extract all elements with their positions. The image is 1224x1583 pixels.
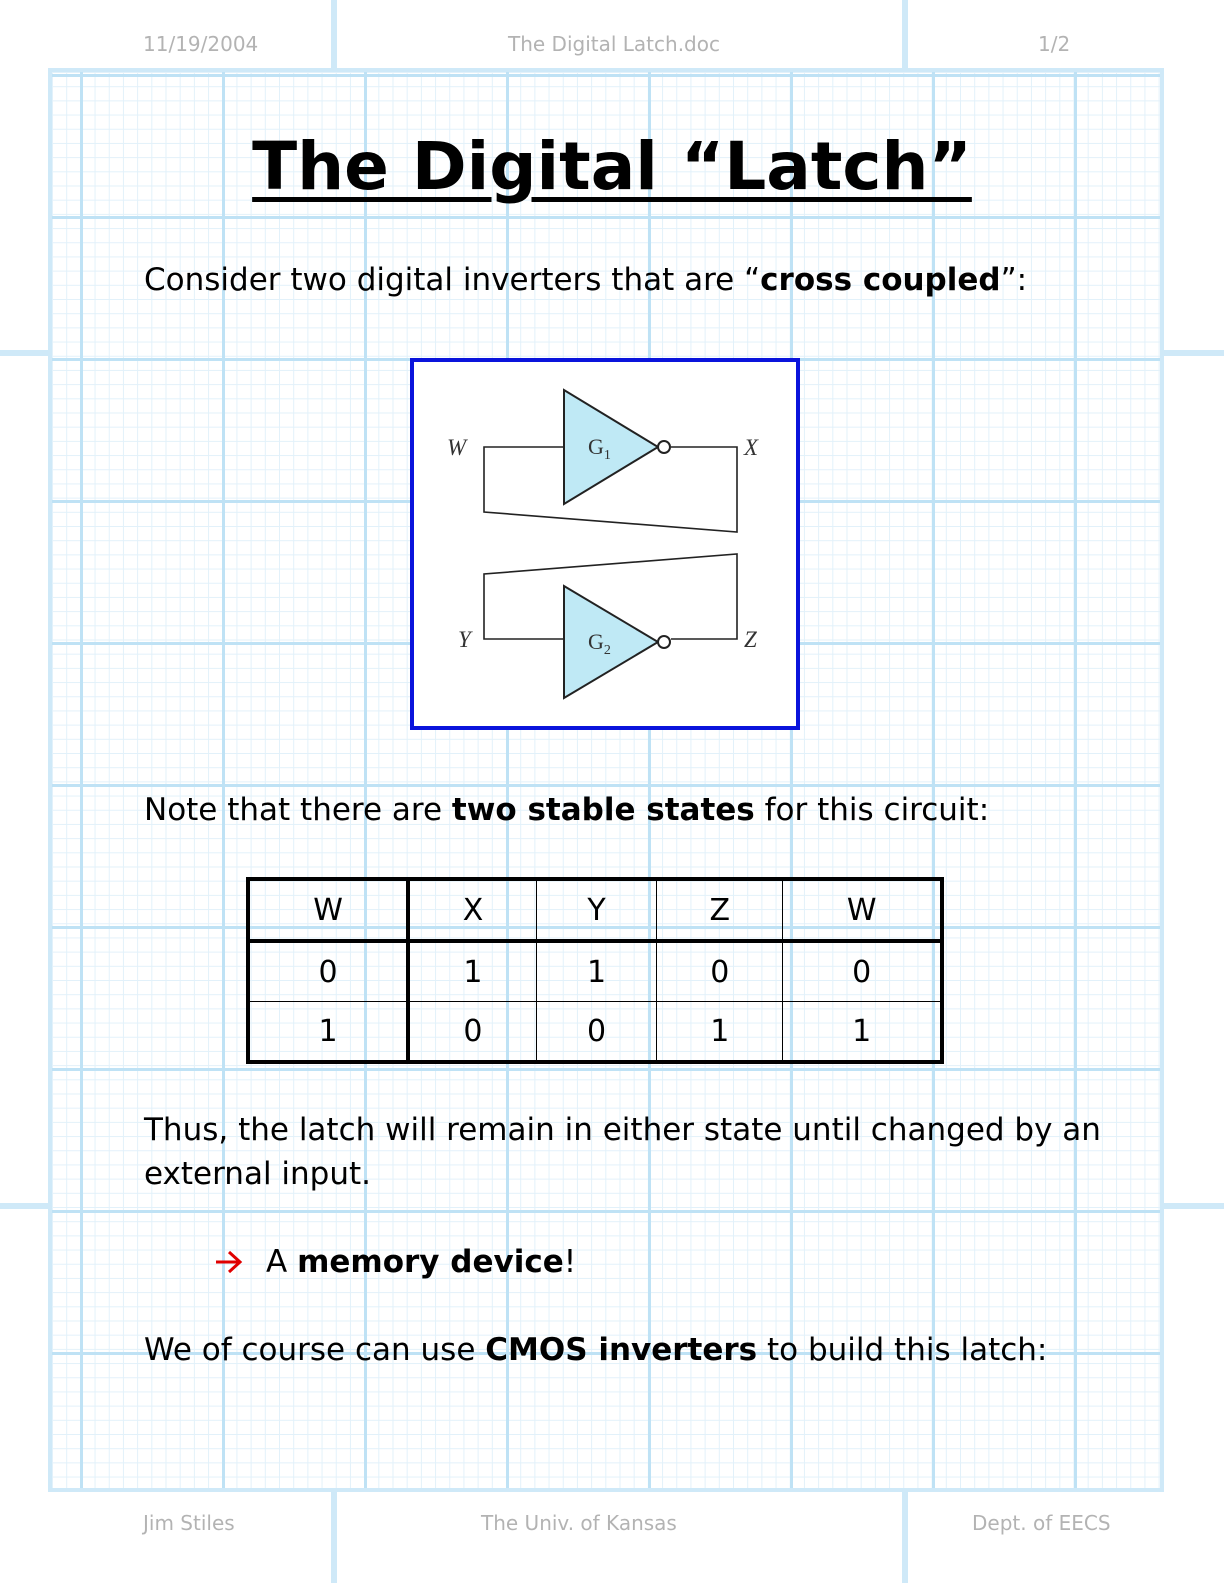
- page-title: The Digital “Latch”: [252, 128, 972, 205]
- inverter-g2: [564, 586, 658, 698]
- cross-coupled-inverters: [414, 362, 796, 726]
- inverter-g1: [564, 390, 658, 504]
- table-cell: 0: [536, 1002, 656, 1063]
- header-filename: The Digital Latch.doc: [508, 32, 720, 56]
- node-x-label: X: [744, 435, 759, 460]
- table-cell: 0: [783, 941, 942, 1002]
- table-cell: 1: [408, 941, 536, 1002]
- node-y-label: Y: [458, 627, 471, 652]
- header-date: 11/19/2004: [143, 32, 259, 56]
- table-header-cell: X: [408, 879, 536, 941]
- node-z-label: Z: [744, 627, 757, 652]
- table-header-cell: W: [783, 879, 942, 941]
- table-header-row: [248, 879, 942, 941]
- paragraph-memory-device: A memory device!: [266, 1244, 577, 1280]
- table-header-cell: W: [248, 879, 408, 941]
- gate1-label: $G_1$: [588, 434, 611, 463]
- paragraph-cmos-inverters: We of course can use CMOS inverters to build this latch:: [144, 1332, 1048, 1368]
- paragraph-cross-coupled: Consider two digital inverters that are “cross coupled”:: [144, 262, 1028, 298]
- footer-department: Dept. of EECS: [972, 1511, 1111, 1535]
- arrow-right-icon: [214, 1248, 244, 1276]
- table-row: [248, 1002, 942, 1063]
- inverter-bubble: [658, 636, 670, 648]
- table-cell: 1: [248, 1002, 408, 1063]
- table-cell: 1: [657, 1002, 783, 1063]
- inverter-bubble: [658, 441, 670, 453]
- header-page: 1/2: [1038, 32, 1071, 56]
- footer-author: Jim Stiles: [143, 1511, 235, 1535]
- paragraph-latch-remains: Thus, the latch will remain in either state until changed by an external input.: [144, 1112, 1101, 1192]
- footer-university: The Univ. of Kansas: [481, 1511, 677, 1535]
- table-cell: 0: [657, 941, 783, 1002]
- table-header-cell: Z: [657, 879, 783, 941]
- latch-diagram: [410, 358, 800, 730]
- table-row: [248, 941, 942, 1002]
- gate2-label: $G_2$: [588, 629, 611, 658]
- table-cell: 1: [783, 1002, 942, 1063]
- table-header-cell: Y: [536, 879, 656, 941]
- node-w-label: W: [447, 435, 467, 460]
- paragraph-stable-states: Note that there are two stable states for this circuit:: [144, 792, 990, 828]
- table-cell: 0: [248, 941, 408, 1002]
- state-table: [246, 877, 944, 1064]
- table-cell: 1: [536, 941, 656, 1002]
- table-cell: 0: [408, 1002, 536, 1063]
